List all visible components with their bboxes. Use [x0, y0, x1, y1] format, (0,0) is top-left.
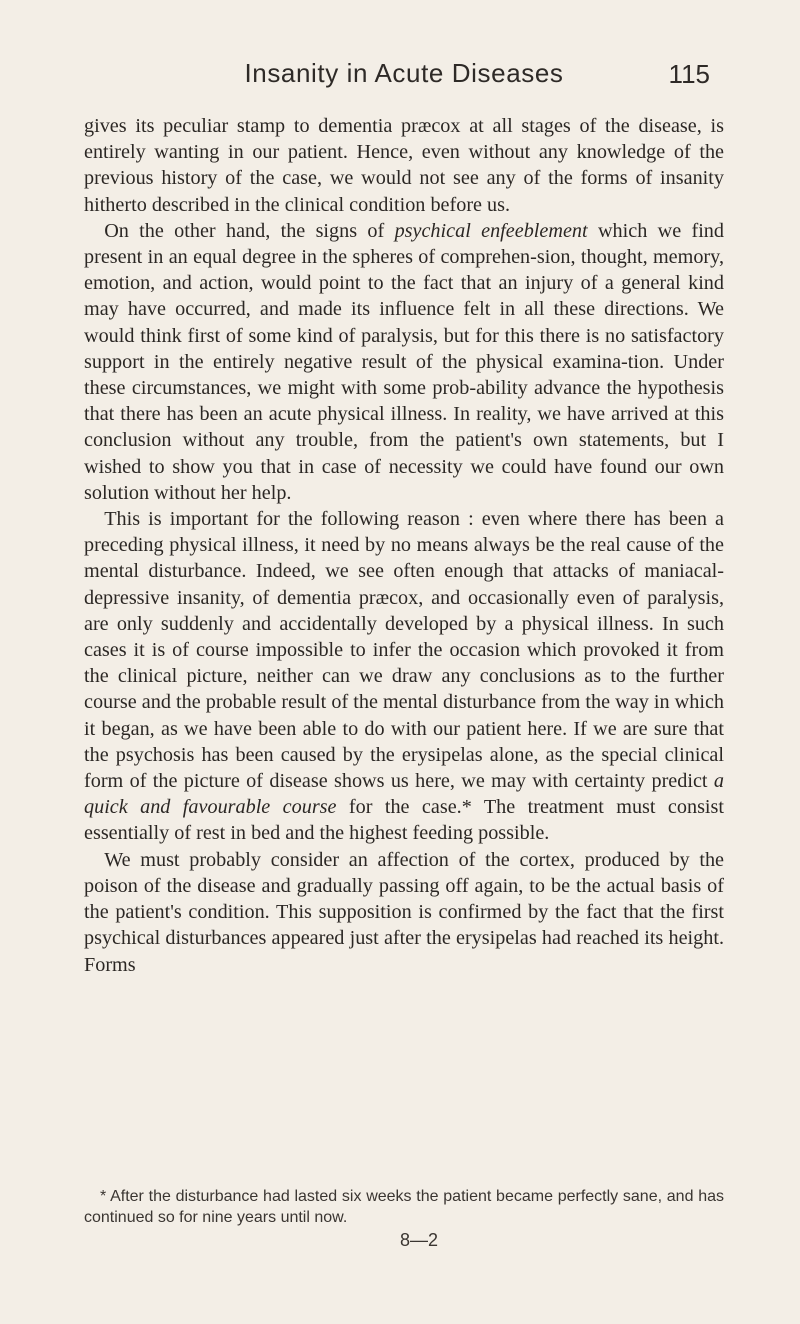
footnote-text: After the disturbance had lasted six weeks the patient became perfectly sane, and has continued so for nine years until now. [84, 1188, 725, 1226]
paragraph-1: gives its peculiar stamp to dementia præcox at all stages of the disease, is entirely wanting in our patient. Hence, even without any knowledge of the previous history of the case, we would not see any of the forms of insanity hitherto described in the clinical condition before us. [84, 115, 724, 216]
emphasis-psychical-enfeeblement: psychical enfeeblement [394, 219, 588, 242]
footnote [84, 1186, 724, 1228]
running-head [84, 58, 724, 98]
signature-mark: 8—2 [400, 1230, 439, 1250]
paragraph-3: This is important for the following reason : even where there has been a preceding physical illness, it need by no means always be the real cause of the mental disturbance. Indeed, we see often enough that attacks of maniacal-depressive insanity, of dementia præcox, and occasionally even of paralysis, are only suddenly and accidentally developed by a physical illness. In such cases it is of course impossible to infer the occasion which provoked it from the clinical picture, neither can we draw any conclusions as to the further course and the probable result of the mental disturbance from the way in which it began, as we have been able to do with our patient here. If we are sure that the psychosis has been caused by the erysipelas alone, as the special clinical form of the picture of disease shows us here, we may with certainty predict a quick and favourable course for the case.* The treatment must consist essentially of rest in bed and the highest feeding possible. [84, 508, 724, 845]
emphasis-quick-favourable-course: a quick and favourable course [84, 770, 724, 819]
running-title: Insanity in Acute Diseases [244, 58, 564, 88]
paragraph-2: On the other hand, the signs of psychical enfeeblement which we find present in an equal degree in the spheres of comprehen-sion, thought, memory, emotion, and action, would point to the fact that an injury of a general kind may have occurred, and made its influence felt in all these directions. We would think first of some kind of paralysis, but for this there is no satisfactory support in the entirely negative result of the physical examina-tion. Under these circumstances, we might with some prob-ability advance the hypothesis that there has been an acute physical illness. In reality, we have arrived at this conclusion without any trouble, from the patient's own statements, but I wished to show you that in case of necessity we could have found our own solution without her help. [84, 219, 724, 504]
page-number: 115 [668, 59, 710, 89]
paragraph-4: We must probably consider an affection of the cortex, produced by the poison of the disease and gradually passing off again, to be the actual basis of the patient's condition. This supposition is confirmed by the fact that the first psychical disturbances appeared just after the erysipelas had reached its height. Forms [84, 848, 724, 976]
body-text [84, 113, 724, 978]
footnote-mark: * [100, 1188, 107, 1205]
